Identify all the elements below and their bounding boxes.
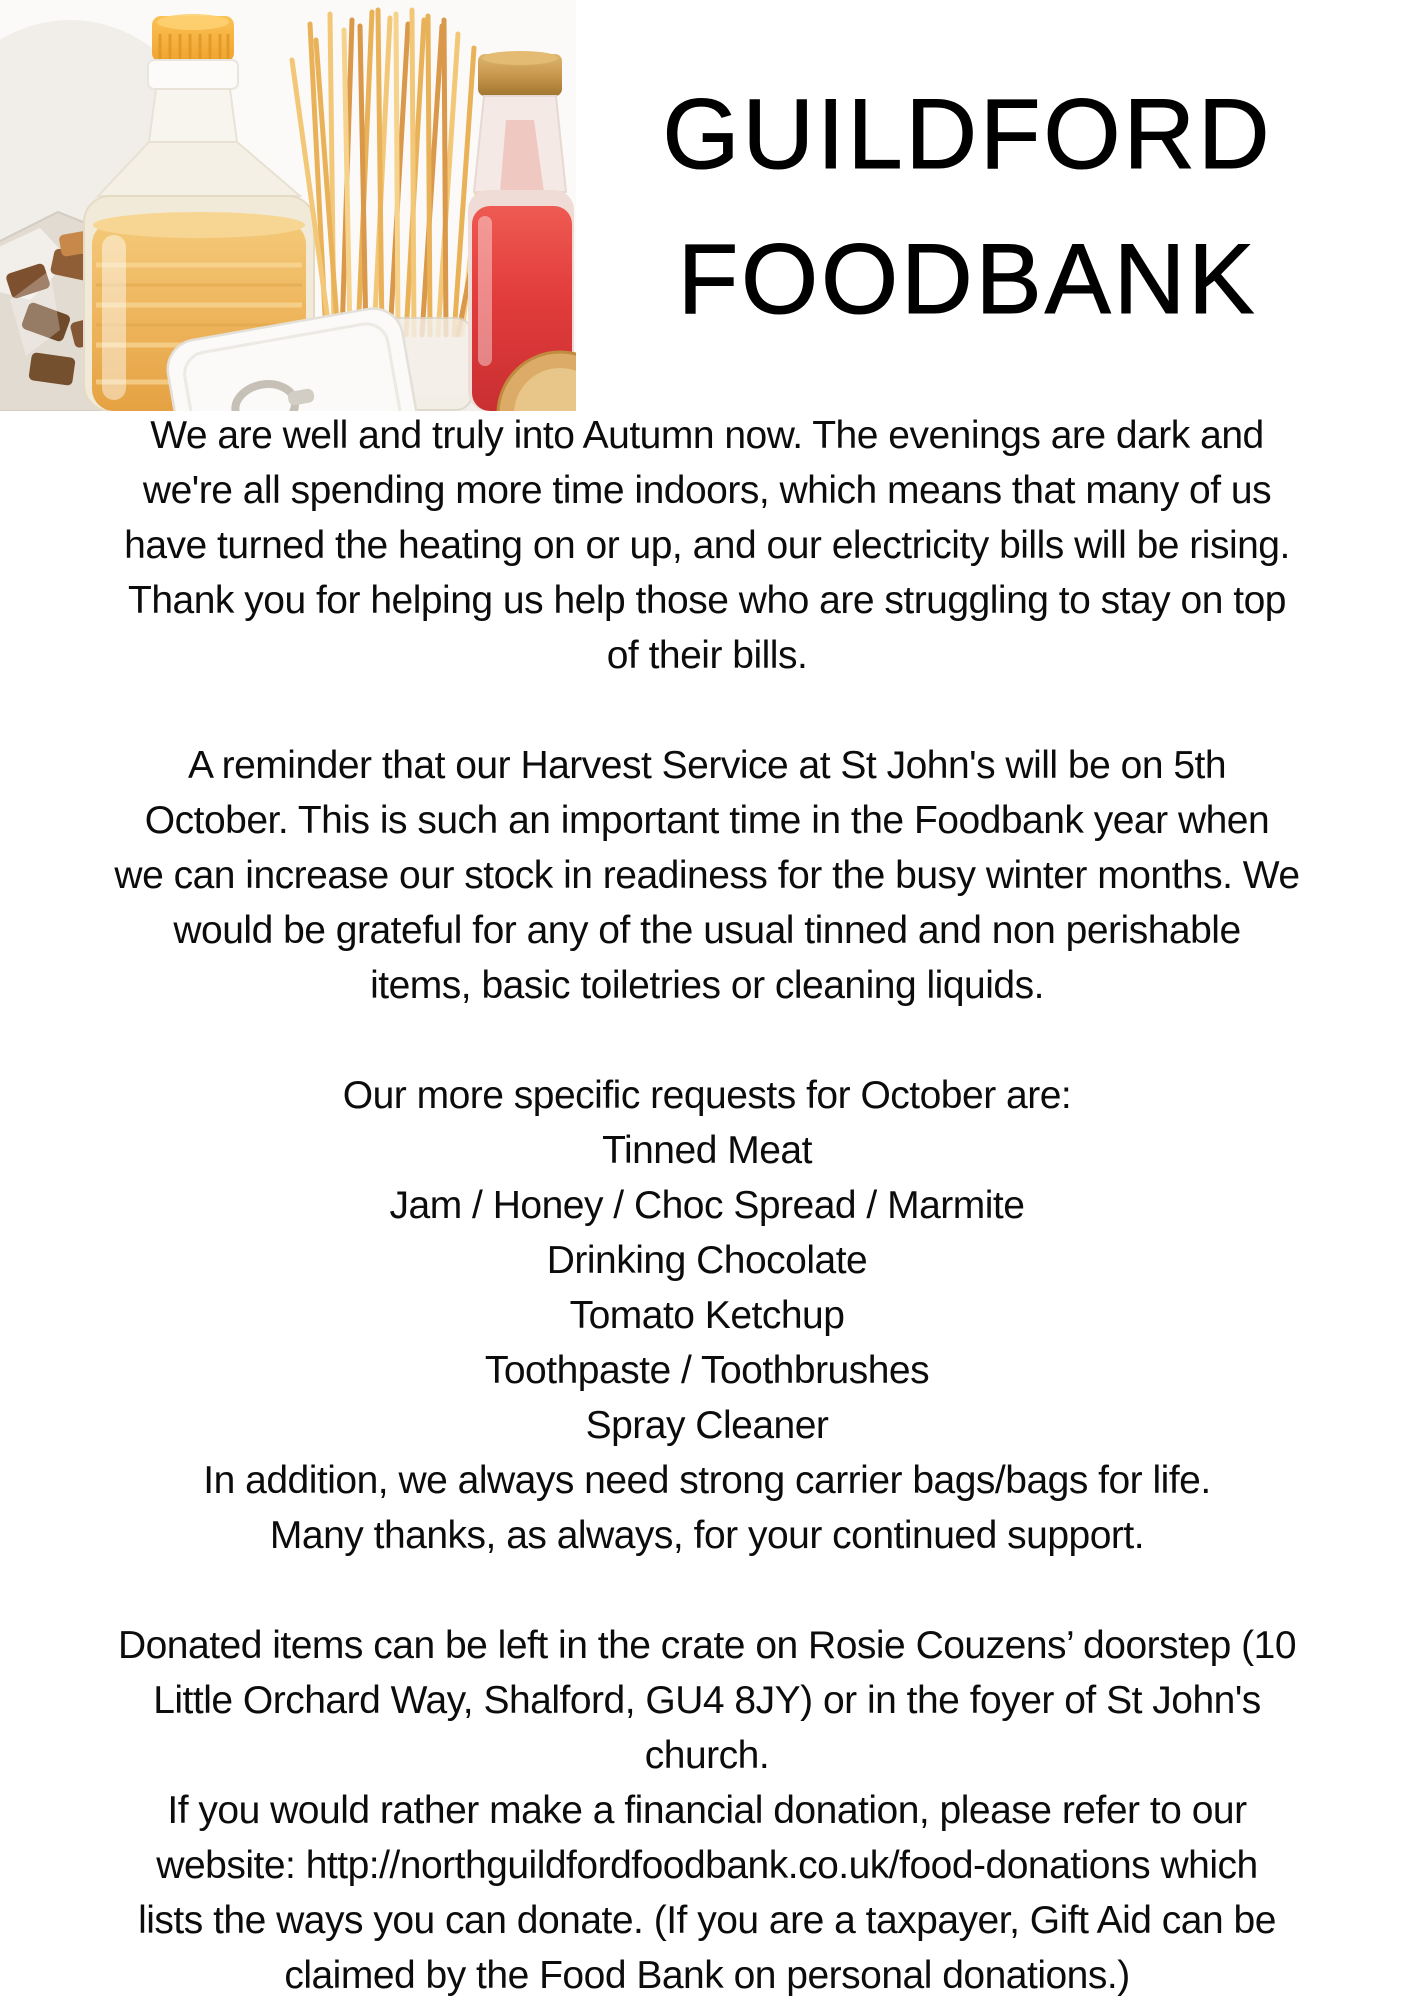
body-line: claimed by the Food Bank on personal donations.)	[284, 1954, 1130, 1997]
body-line-website-url: website: http://northguildfordfoodbank.co.uk/food-donations which	[156, 1844, 1258, 1887]
request-item: Tinned Meat	[602, 1129, 812, 1172]
body-line: A reminder that our Harvest Service at St John's will be on 5th	[187, 744, 1227, 787]
body-line: we can increase our stock in readiness for the busy winter months. We	[114, 854, 1300, 897]
body-line: We are well and truly into Autumn now. The evenings are dark and	[150, 414, 1264, 457]
body-line: If you would rather make a financial donation, please refer to our	[167, 1789, 1247, 1832]
paragraph-october-requests	[0, 1068, 1414, 1563]
request-item: Jam / Honey / Choc Spread / Marmite	[389, 1184, 1025, 1227]
request-item: Tomato Ketchup	[569, 1294, 845, 1337]
newsletter-body	[0, 408, 1414, 2003]
body-line: we're all spending more time indoors, which means that many of us	[142, 469, 1272, 512]
body-line: Our more specific requests for October are:	[342, 1074, 1072, 1117]
foodbank-photo	[0, 0, 576, 411]
oil-bottle-collar	[148, 60, 238, 89]
request-item: Drinking Chocolate	[546, 1239, 868, 1282]
body-line: church.	[644, 1734, 770, 1777]
body-line: would be grateful for any of the usual tinned and non perishable	[173, 909, 1241, 952]
request-item: Toothpaste / Toothbrushes	[484, 1349, 930, 1392]
title-block	[576, 0, 1414, 411]
body-line: of their bills.	[606, 634, 808, 677]
body-line: Little Orchard Way, Shalford, GU4 8JY) or in the foyer of St John's	[153, 1679, 1261, 1722]
body-line: have turned the heating on or up, and our electricity bills will be rising.	[124, 524, 1290, 567]
page-title-line-2: FOODBANK	[677, 222, 1258, 334]
food-items-illustration	[0, 0, 576, 411]
request-item: Spray Cleaner	[585, 1404, 829, 1447]
paragraph-harvest-service	[0, 738, 1414, 1013]
body-line: Thank you for helping us help those who are struggling to stay on top	[128, 579, 1286, 622]
body-line: In addition, we always need strong carrier bags/bags for life.	[203, 1459, 1211, 1502]
body-line: Donated items can be left in the crate on Rosie Couzens’ doorstep (10	[117, 1624, 1297, 1667]
body-line: lists the ways you can donate. (If you are a taxpayer, Gift Aid can be	[138, 1899, 1276, 1942]
body-line: items, basic toiletries or cleaning liquids.	[370, 964, 1044, 1007]
body-line: Many thanks, as always, for your continued support.	[269, 1514, 1145, 1557]
page-title-line-1: GUILDFORD	[662, 77, 1273, 189]
header	[0, 0, 1414, 411]
paragraph-donation-info	[0, 1618, 1414, 2003]
paragraph-intro	[0, 408, 1414, 683]
body-line: October. This is such an important time in the Foodbank year when	[144, 799, 1270, 842]
